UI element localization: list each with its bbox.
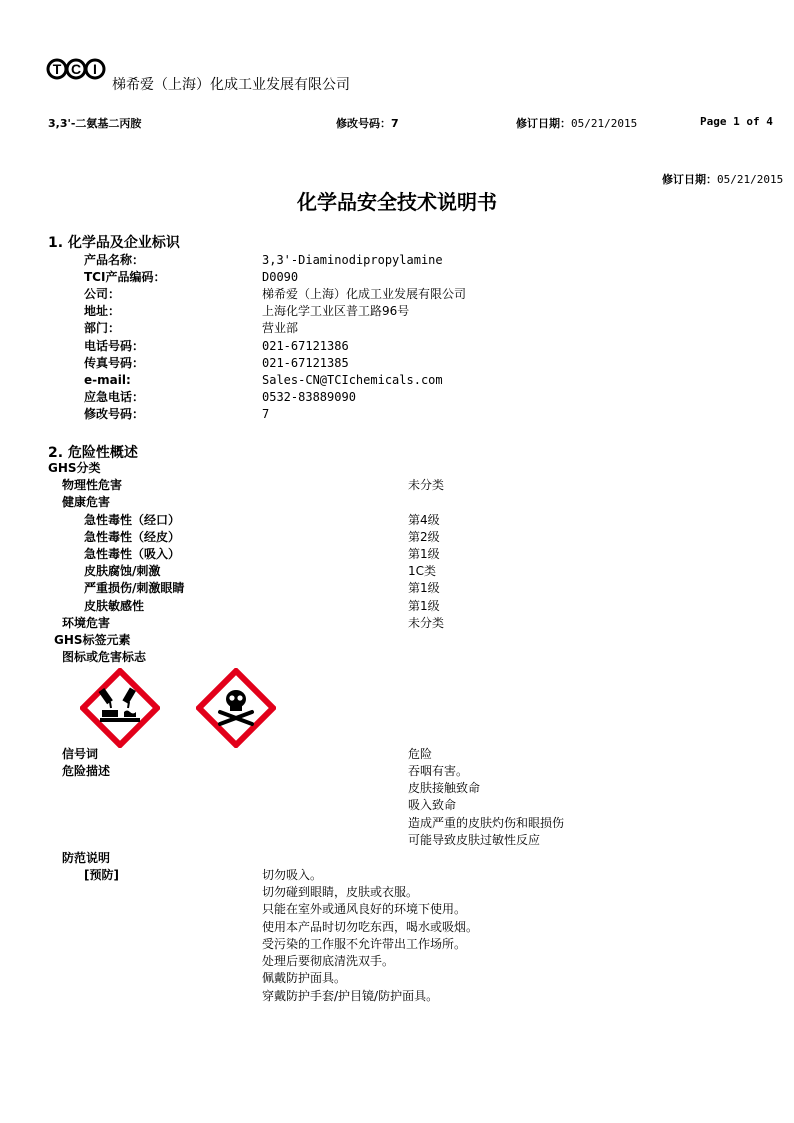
s1-label: 部门：	[84, 321, 121, 335]
corrosion-pictogram-icon	[80, 668, 160, 748]
header-revision: 修改号码：7	[336, 117, 399, 130]
logo-letter-t: T	[52, 61, 62, 77]
hazard-statement: 可能导致皮肤过敏性反应	[408, 833, 541, 847]
hazard-statement: 吸入致命	[408, 798, 457, 812]
s1-label: 应急电话：	[84, 390, 145, 404]
s1-value: 梯希爱（上海）化成工业发展有限公司	[262, 287, 467, 301]
s1-label: TCI产品编码：	[84, 270, 166, 284]
health-row-label: 皮肤敏感性	[84, 599, 145, 613]
header-revised-date: 05/21/2015	[571, 117, 638, 130]
health-row-label: 急性毒性（吸入）	[84, 547, 181, 561]
revised-label: 修订日期：	[662, 173, 717, 186]
precautionary-label: 防范说明	[62, 851, 111, 865]
prevention-statement: 切勿碰到眼睛，皮肤或衣服。	[262, 885, 419, 899]
s1-value: 7	[262, 407, 270, 421]
hazard-statement: 皮肤接触致命	[408, 781, 481, 795]
logo-letter-i: I	[93, 61, 97, 77]
health-row-label: 皮肤腐蚀/刺激	[84, 564, 161, 578]
s1-value: Sales-CN@TCIchemicals.com	[262, 373, 443, 387]
ghs-label-elements: GHS标签元素	[54, 633, 131, 647]
health-row-value: 第1级	[408, 581, 440, 595]
health-hazard-label: 健康危害	[62, 495, 111, 509]
signal-word-label: 信号词	[62, 747, 99, 761]
s1-label: 电话号码：	[84, 339, 145, 353]
s1-value: 3,3'-Diaminodipropylamine	[262, 253, 443, 267]
s1-value: 021-67121385	[262, 356, 349, 370]
prevention-statement: 只能在室外或通风良好的环境下使用。	[262, 902, 467, 916]
health-row-value: 第4级	[408, 513, 440, 527]
health-row-label: 急性毒性（经皮）	[84, 530, 181, 544]
prevention-statement: 受污染的工作服不允许带出工作场所。	[262, 937, 467, 951]
health-row-value: 第1级	[408, 547, 440, 561]
document-title: 化学品安全技术说明书	[297, 190, 497, 214]
s1-label: 公司：	[84, 287, 121, 301]
prevention-statement: 穿戴防护手套/护目镜/防护面具。	[262, 989, 439, 1003]
s1-value: 0532-83889090	[262, 390, 356, 404]
tci-logo	[46, 52, 106, 86]
prevention-label: [预防]	[84, 868, 119, 882]
s1-label: 传真号码：	[84, 356, 145, 370]
health-row-value: 1C类	[408, 564, 437, 578]
ghs-class-label: GHS分类	[48, 461, 101, 475]
prevention-statement: 佩戴防护面具。	[262, 971, 347, 985]
hazard-statement-label: 危险描述	[62, 764, 111, 778]
header-company: 梯希爱（上海）化成工业发展有限公司	[112, 77, 350, 93]
signal-word-value: 危险	[408, 747, 433, 761]
header-chemical: 3,3'-二氨基二丙胺	[48, 117, 142, 130]
section2-heading: 2. 危险性概述	[48, 445, 138, 461]
pictogram-label: 图标或危害标志	[62, 650, 147, 664]
hazard-statement: 造成严重的皮肤灼伤和眼损伤	[408, 816, 565, 830]
s1-value: 021-67121386	[262, 339, 349, 353]
health-row-value: 第1级	[408, 599, 440, 613]
header-revised-label: 修订日期：	[516, 117, 571, 130]
environment-hazard-value: 未分类	[408, 616, 445, 630]
physical-hazard-value: 未分类	[408, 478, 445, 492]
prevention-statement: 切勿吸入。	[262, 868, 323, 882]
health-row-value: 第2级	[408, 530, 440, 544]
revised-date: 05/21/2015	[717, 173, 784, 186]
hazard-statement: 吞咽有害。	[408, 764, 469, 778]
revised-line	[662, 171, 783, 187]
s1-label: 产品名称：	[84, 253, 145, 267]
prevention-statement: 处理后要彻底清洗双手。	[262, 954, 395, 968]
physical-hazard-label: 物理性危害	[62, 478, 123, 492]
header-page: Page 1 of 4	[700, 115, 773, 128]
s1-value: 上海化学工业区普工路96号	[262, 304, 410, 318]
s1-value: D0090	[262, 270, 299, 284]
skull-crossbones-pictogram-icon	[196, 668, 276, 748]
health-row-label: 急性毒性（经口）	[84, 513, 181, 527]
s1-value: 营业部	[262, 321, 299, 335]
environment-hazard-label: 环境危害	[62, 616, 111, 630]
s1-label: 修改号码：	[84, 407, 145, 421]
section1-heading: 1. 化学品及企业标识	[48, 235, 180, 251]
prevention-statement: 使用本产品时切勿吃东西，喝水或吸烟。	[262, 920, 479, 934]
health-row-label: 严重损伤/刺激眼睛	[84, 581, 185, 595]
s1-label: 地址：	[84, 304, 121, 318]
s1-label: e-mail:	[84, 373, 131, 387]
logo-letter-c: C	[70, 61, 82, 77]
header-revised	[516, 115, 637, 131]
